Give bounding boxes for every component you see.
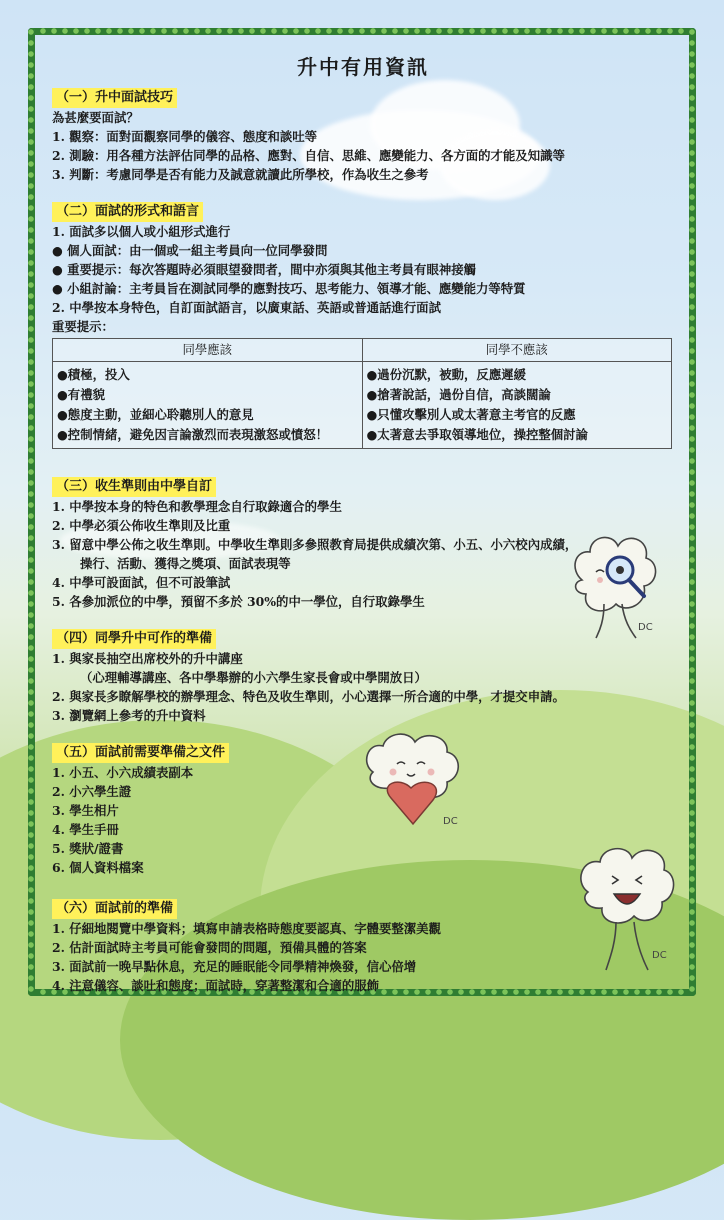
section-heading: （四）同學升中可作的準備 [52,629,216,649]
text-line: 3. 學生相片 [52,803,119,818]
vine-border-top [28,28,696,35]
section-heading: （三）收生準則由中學自訂 [52,477,216,497]
text-line: 6. 個人資料檔案 [52,860,144,875]
table-header-should: 同學應該 [53,339,363,362]
text-line: 3. 留意中學公佈之收生準則。中學收生準則多參照教育局提供成績次第、小五、小六校內成績， [52,537,578,552]
page-title: 升中有用資訊 [297,55,429,79]
section-heading: （二）面試的形式和語言 [52,202,203,222]
text-line: 2. 與家長多瞭解學校的辦學理念、特色及收生準則，小心選擇一所合適的中學，才提交申請。 [52,689,565,704]
text-line: 2. 中學必須公佈收生準則及比重 [52,518,231,533]
text-line: 1. 中學按本身的特色和教學理念自行取錄適合的學生 [52,499,342,514]
text-line: （心理輔導講座、各中學舉辦的小六學生家長會或中學開放日） [80,670,427,685]
list-item: ●積極，投入 [57,367,130,382]
text-line: 重要提示： [52,319,114,334]
text-line: 2. 估計面試時主考員可能會發問的問題，預備具體的答案 [52,940,367,955]
list-item: ●態度主動，並細心聆聽別人的意見 [57,407,254,422]
text-line: ● 重要提示：每次答題時必須眼望發問者，間中亦須與其他主考員有眼神接觸 [52,262,477,277]
section-interview-skills [52,86,674,184]
text-line: 為甚麼要面試？ [52,110,139,125]
table-header-should-not: 同學不應該 [362,339,672,362]
text-line: 4. 注意儀容、談吐和態度；面試時，穿著整潔和合適的服飾 [52,978,380,993]
text-line: ● 小組討論：主考員旨在測試同學的應對技巧、思考能力、領導才能、應變能力等特質 [52,281,526,296]
list-item: ●控制情緒，避免因言論激烈而表現激怒或憤怒！ [57,427,329,442]
text-line: ● 個人面試：由一個或一組主考員向一位同學發問 [52,243,328,258]
text-line: 5. 各參加派位的中學，預留不多於 30%的中一學位，自行取錄學生 [52,594,425,609]
text-line: 2. 測驗：用各種方法評估同學的品格、應對、自信、思維、應變能力、各方面的才能及知識等 [52,148,565,163]
text-line: 1. 與家長抽空出席校外的升中講座 [52,651,243,666]
text-line: 4. 學生手冊 [52,822,119,837]
dos-donts-table [52,338,672,449]
list-item: ●太著意去爭取領導地位，操控整個討論 [366,427,588,442]
list-item: ●過份沉默，被動，反應遲緩 [366,367,526,382]
text-line: 1. 面試多以個人或小組形式進行 [52,224,231,239]
doodle-signature: DC [652,950,667,961]
text-line: 操行、活動、獲得之獎項、面試表現等 [80,556,291,571]
doodle-signature: DC [638,622,653,633]
text-line: 1. 小五、小六成績表副本 [52,765,194,780]
section-heading: （一）升中面試技巧 [52,88,177,108]
should-list [53,362,363,449]
broccoli-magnifier-doodle [560,520,670,650]
section-heading: （六）面試前的準備 [52,899,177,919]
list-item: ●只懂攻擊別人或太著意主考官的反應 [366,407,576,422]
text-line: 5. 獎狀/證書 [52,841,124,856]
vine-border-left [28,28,35,996]
text-line: 3. 瀏覽網上參考的升中資料 [52,708,206,723]
broccoli-laughing-doodle [572,842,682,982]
vine-border-right [689,28,696,996]
text-line: 3. 判斷：考慮同學是否有能力及誠意就讀此所學校，作為收生之參考 [52,167,429,182]
text-line: 4. 中學可設面試，但不可設筆試 [52,575,231,590]
should-not-list [362,362,672,449]
section-heading: （五）面試前需要準備之文件 [52,743,229,763]
text-line: 3. 面試前一晚早點休息，充足的睡眠能令同學精神煥發，信心倍增 [52,959,417,974]
list-item: ●搶著說話，過份自信，高談闊論 [366,387,551,402]
list-item: ●有禮貌 [57,387,105,402]
text-line: 1. 仔細地閱覽中學資料；填寫申請表格時態度要認真、字體要整潔美觀 [52,921,441,936]
text-line: 2. 中學按本身特色，自訂面試語言，以廣東話、英語或普通話進行面試 [52,300,441,315]
section-interview-format [52,200,674,449]
text-line: 1. 觀察：面對面觀察同學的儀容、態度和談吐等 [52,129,318,144]
text-line: 2. 小六學生證 [52,784,132,799]
doodle-signature: DC [443,816,458,827]
broccoli-heart-doodle [355,728,475,838]
